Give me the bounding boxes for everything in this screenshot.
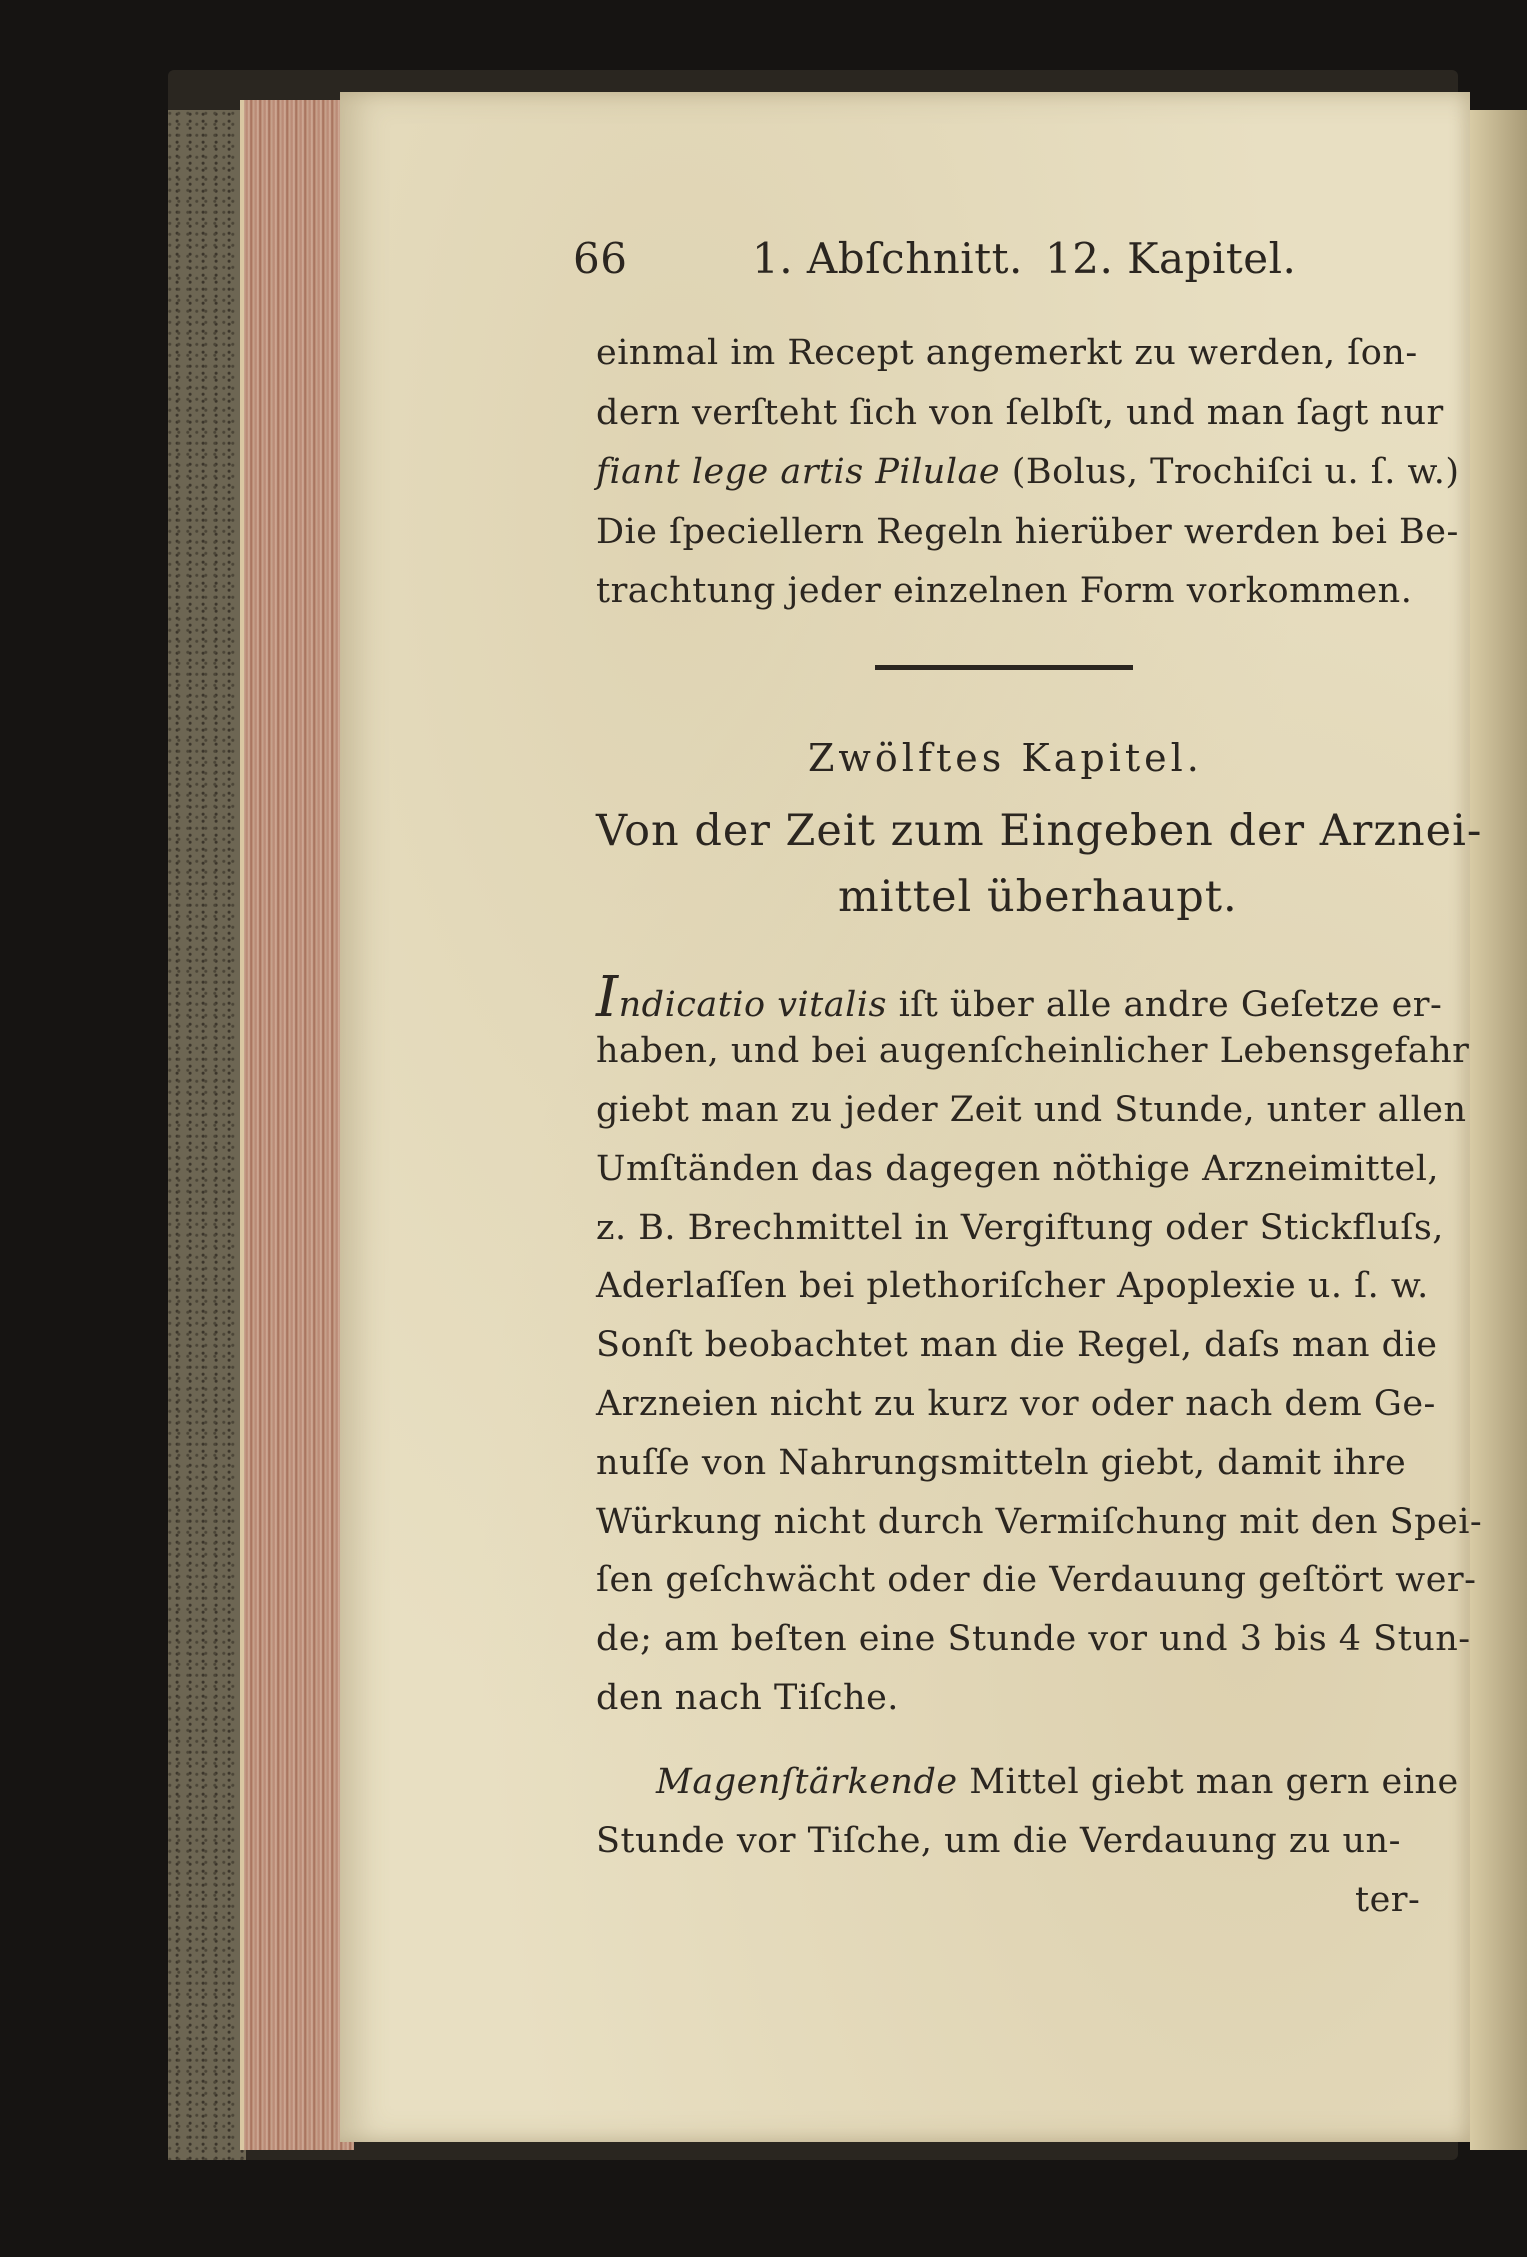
chapter-title-line: Von der Zeit zum Eingeben der Arznei- [596,806,1483,856]
text-line: den nach Tiſche. [596,1678,899,1718]
emphasis-term: Magenſtärkende [656,1762,958,1802]
text-line [596,452,1460,492]
catchword: ter- [1355,1880,1421,1920]
section-rule [875,665,1133,670]
text-line: de; am beſten eine Stunde vor und 3 bis 4 Stun- [596,1619,1471,1659]
section-heading: 1. Abſchnitt. [752,234,1023,283]
text-line: Die ſpeciellern Regeln hierüber werden bei Be- [596,512,1459,552]
text-line: trachtung jeder einzelnen Form vorkommen. [596,571,1413,611]
text-line: haben, und bei augenſcheinlicher Lebensgefahr [596,1031,1470,1071]
text-line: Umſtänden das dagegen nöthige Arzneimittel, [596,1149,1440,1189]
text-line: nuſſe von Nahrungsmitteln giebt, damit ihre [596,1443,1407,1483]
page-edges [240,100,354,2150]
text-line: Stunde vor Tiſche, um die Verdauung zu un- [596,1821,1401,1861]
chapter-title-line: mittel überhaupt. [838,872,1238,922]
text-span: (Bolus, Trochiſci u. ſ. w.) [1000,452,1460,492]
text-line [596,965,1442,1030]
text-line [656,1762,1459,1802]
facing-page-edge [1470,110,1527,2150]
text-line: Aderlaſſen bei plethoriſcher Apoplexie u. ſ. w. [596,1266,1429,1306]
text-line: z. B. Brechmittel in Vergiftung oder Stickfluſs, [596,1208,1444,1248]
latin-phrase: fiant lege artis Pilulae [596,452,1001,492]
chapter-label: Zwölftes Kapitel. [808,736,1203,780]
latin-phrase: ndicatio vitalis [618,985,887,1025]
text-line: giebt man zu jeder Zeit und Stunde, unter allen [596,1090,1467,1130]
text-line: Würkung nicht durch Vermiſchung mit den Spei- [596,1502,1483,1542]
text-span: Mittel giebt man gern eine [957,1762,1459,1802]
page-number: 66 [573,234,628,283]
text-line: Arzneien nicht zu kurz vor oder nach dem Ge- [596,1384,1436,1424]
initial-letter: I [596,965,619,1030]
chapter-heading: 12. Kapitel. [1045,234,1297,283]
text-span: iſt über alle andre Geſetze er- [886,985,1443,1025]
text-line: Sonſt beobachtet man die Regel, daſs man die [596,1325,1438,1365]
marbled-board [168,110,246,2160]
text-line: ſen geſchwächt oder die Verdauung geſtört wer- [596,1560,1477,1600]
text-line: einmal im Recept angemerkt zu werden, ſon- [596,333,1418,373]
text-line: dern verſteht ſich von ſelbſt, und man ſagt nur [596,393,1444,433]
